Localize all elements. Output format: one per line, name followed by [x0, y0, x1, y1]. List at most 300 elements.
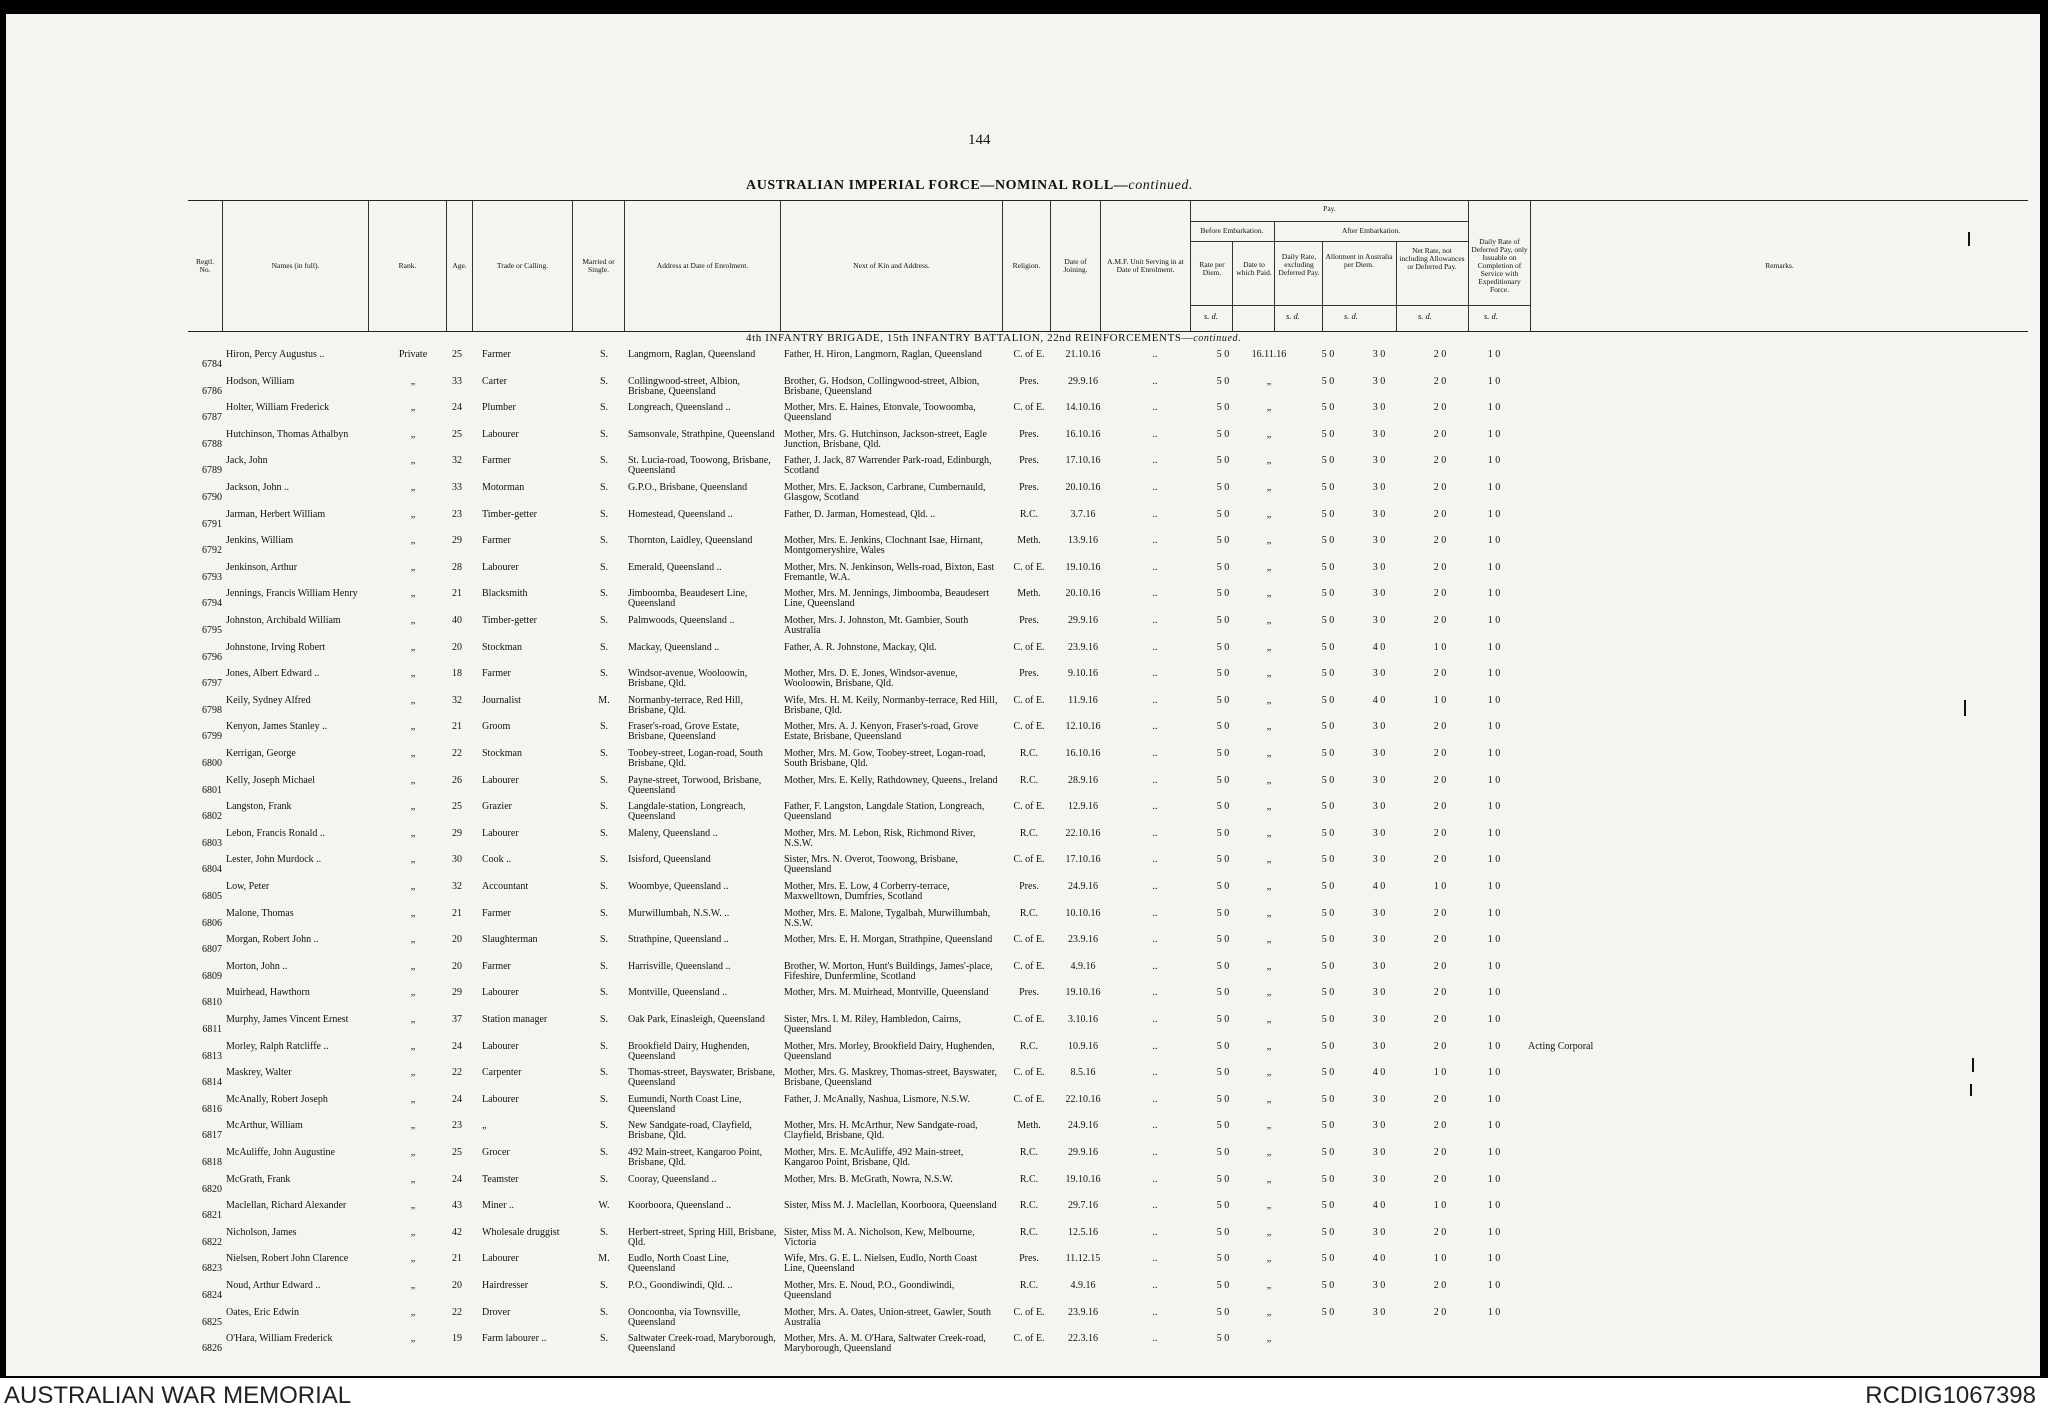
marital-status: S.	[599, 508, 609, 520]
date-of-joining: 29.9.16	[1068, 375, 1098, 387]
amf-unit: ..	[1152, 934, 1158, 946]
marital-status: S.	[599, 1040, 609, 1052]
regtl-no: 6822	[202, 1236, 222, 1248]
age: 22	[452, 748, 462, 759]
trade: Slaughterman	[482, 934, 538, 946]
deferred-pay: 1 0	[1487, 508, 1501, 520]
deferred-pay: 1 0	[1487, 907, 1501, 919]
date-of-joining: 12.9.16	[1068, 801, 1098, 813]
soldier-name: Lebon, Francis Ronald ..	[226, 827, 325, 839]
rate-before-embarkation: 5 0	[1216, 375, 1230, 387]
age: 21	[452, 1253, 462, 1265]
rank: „	[410, 907, 416, 919]
religion: R.C.	[1019, 907, 1039, 919]
allotment: 3 0	[1372, 482, 1386, 493]
next-of-kin: Father, A. R. Johnstone, Mackay, Qld.	[784, 641, 937, 653]
table-row	[6, 986, 2040, 1014]
trade: Labourer	[482, 774, 519, 786]
address: Emerald, Queensland ..	[628, 561, 722, 573]
daily-rate: 5 0	[1321, 428, 1335, 440]
rank: „	[410, 615, 416, 626]
address: Eumundi, North Coast Line, Queensland	[628, 1093, 742, 1115]
daily-rate: 5 0	[1321, 854, 1335, 866]
deferred-pay: 1 0	[1487, 960, 1501, 972]
address: Samsonvale, Strathpine, Queensland	[628, 428, 775, 440]
date-of-joining: 29.7.16	[1068, 1200, 1098, 1212]
allotment: 3 0	[1372, 1120, 1386, 1132]
rank: „	[410, 1067, 416, 1079]
allotment: 4 0	[1372, 881, 1386, 892]
date-of-joining: 28.9.16	[1068, 774, 1098, 786]
date-of-joining: 4.9.16	[1070, 960, 1096, 972]
amf-unit: ..	[1152, 588, 1158, 600]
net-rate: 2 0	[1433, 561, 1447, 573]
trade: Drover	[482, 1306, 511, 1318]
age: 37	[452, 1014, 462, 1025]
regtl-no: 6825	[202, 1316, 222, 1328]
age: 42	[452, 1226, 462, 1238]
age: 20	[452, 934, 462, 946]
regtl-no: 6809	[202, 970, 222, 982]
trade: Stockman	[482, 748, 522, 759]
header-date-joining: Date of Joining.	[1050, 201, 1100, 331]
rank: „	[410, 748, 416, 759]
allotment: 3 0	[1372, 934, 1386, 946]
allotment: 3 0	[1372, 748, 1386, 759]
rate-before-embarkation: 5 0	[1216, 881, 1230, 892]
age: 20	[452, 960, 462, 972]
date-paid: „	[1266, 801, 1272, 813]
address: Jimboomba, Beaudesert Line, Queensland	[628, 588, 748, 610]
daily-rate: 5 0	[1321, 801, 1335, 813]
religion: R.C.	[1019, 774, 1039, 786]
allotment: 3 0	[1372, 1147, 1386, 1158]
next-of-kin: Mother, Mrs. J. Johnston, Mt. Gambier, South Australia	[784, 615, 969, 636]
address: Cooray, Queensland ..	[628, 1173, 717, 1185]
allotment: 4 0	[1372, 1067, 1386, 1079]
marital-status: S.	[599, 827, 609, 839]
amf-unit: ..	[1152, 774, 1158, 786]
next-of-kin: Mother, Mrs. E. H. Morgan, Strathpine, Queensland	[784, 934, 993, 946]
date-of-joining: 21.10.16	[1065, 349, 1101, 360]
allotment: 3 0	[1372, 801, 1386, 813]
net-rate: 2 0	[1433, 402, 1447, 414]
soldier-name: Langston, Frank	[226, 801, 292, 813]
net-rate: 2 0	[1433, 1014, 1447, 1025]
date-of-joining: 10.9.16	[1068, 1040, 1098, 1052]
deferred-pay: 1 0	[1487, 1067, 1501, 1079]
next-of-kin: Father, J. Jack, 87 Warrender Park-road, Edinburgh, Scotland	[784, 455, 992, 477]
table-row	[6, 1306, 2040, 1334]
next-of-kin: Mother, Mrs. M. Gow, Toobey-street, Logan-road, South Brisbane, Qld.	[784, 748, 986, 769]
regtl-no: 6803	[202, 837, 222, 849]
rank: „	[410, 1173, 416, 1185]
regtl-no: 6818	[202, 1157, 222, 1168]
religion: R.C.	[1019, 1200, 1039, 1212]
religion: C. of E.	[1013, 402, 1045, 414]
rate-before-embarkation: 5 0	[1216, 588, 1230, 600]
religion: Meth.	[1017, 588, 1041, 600]
table-row	[6, 667, 2040, 695]
trade: Farmer	[482, 960, 511, 972]
amf-unit: ..	[1152, 960, 1158, 972]
date-paid: „	[1266, 907, 1272, 919]
margin-mark	[1970, 1084, 1972, 1096]
date-of-joining: 11.12.15	[1065, 1253, 1101, 1265]
rank: „	[410, 721, 416, 733]
date-paid: „	[1266, 1014, 1272, 1025]
address: Windsor-avenue, Wooloowin, Brisbane, Qld.	[628, 668, 748, 690]
address: Brookfield Dairy, Hughenden, Queensland	[628, 1040, 750, 1062]
soldier-name: Oates, Eric Edwin	[226, 1306, 300, 1318]
date-paid: „	[1266, 1120, 1272, 1132]
daily-rate: 5 0	[1321, 1280, 1335, 1291]
net-rate: 2 0	[1433, 827, 1447, 839]
trade: Farmer	[482, 668, 511, 680]
daily-rate: 5 0	[1321, 987, 1335, 999]
address: Langdale-station, Longreach, Queensland	[628, 801, 746, 823]
rate-before-embarkation: 5 0	[1216, 535, 1230, 547]
regtl-no: 6823	[202, 1263, 222, 1275]
marital-status: S.	[599, 907, 609, 919]
allotment: 4 0	[1372, 1253, 1386, 1265]
address: Murwillumbah, N.S.W. ..	[628, 907, 730, 919]
title-text: AUSTRALIAN IMPERIAL FORCE—NOMINAL ROLL—	[746, 178, 1129, 193]
deferred-pay: 1 0	[1487, 854, 1501, 866]
rank: Private	[398, 349, 428, 360]
soldier-name: Kerrigan, George	[226, 748, 296, 759]
next-of-kin: Mother, Mrs. E. Kelly, Rathdowney, Queens., Ireland	[784, 774, 998, 786]
next-of-kin: Mother, Mrs. A. J. Kenyon, Fraser's-road, Grove Estate, Brisbane, Queensland	[784, 721, 979, 743]
next-of-kin: Sister, Miss M. A. Nicholson, Kew, Melbourne, Victoria	[784, 1226, 975, 1248]
amf-unit: ..	[1152, 482, 1158, 493]
net-rate: 2 0	[1433, 801, 1447, 813]
marital-status: S.	[599, 349, 609, 360]
marital-status: M.	[598, 1253, 610, 1265]
header-regtl-no: Regtl. No.	[195, 257, 215, 274]
daily-rate: 5 0	[1321, 668, 1335, 680]
rate-before-embarkation: 5 0	[1216, 668, 1230, 680]
religion: Meth.	[1017, 1120, 1041, 1132]
date-paid: „	[1266, 748, 1272, 759]
trade: Labourer	[482, 987, 519, 999]
religion: C. of E.	[1013, 1014, 1045, 1025]
allotment: 3 0	[1372, 615, 1386, 626]
next-of-kin: Mother, Mrs. E. McAuliffe, 492 Main-street, Kangaroo Point, Brisbane, Qld.	[784, 1147, 964, 1168]
age: 29	[452, 535, 462, 547]
rank: „	[410, 774, 416, 786]
header-names: Names (in full).	[222, 201, 368, 331]
allotment: 4 0	[1372, 641, 1386, 653]
next-of-kin: Mother, Mrs. D. E. Jones, Windsor-avenue, Wooloowin, Brisbane, Qld.	[784, 668, 958, 690]
allotment: 3 0	[1372, 535, 1386, 547]
date-of-joining: 24.9.16	[1068, 881, 1098, 892]
net-rate: 2 0	[1433, 482, 1447, 493]
soldier-name: Jennings, Francis William Henry	[226, 588, 358, 600]
regtl-no: 6784	[202, 359, 222, 370]
regtl-no: 6824	[202, 1290, 222, 1301]
rank: „	[410, 1200, 416, 1212]
date-paid: „	[1266, 1040, 1272, 1052]
deferred-pay: 1 0	[1487, 1040, 1501, 1052]
marital-status: S.	[599, 1014, 609, 1025]
trade: Labourer	[482, 1253, 519, 1265]
date-of-joining: 12.5.16	[1068, 1226, 1098, 1238]
daily-rate: 5 0	[1321, 508, 1335, 520]
regtl-no: 6820	[202, 1183, 222, 1195]
allotment: 3 0	[1372, 1280, 1386, 1291]
rate-before-embarkation: 5 0	[1216, 561, 1230, 573]
next-of-kin: Mother, Mrs. A. Oates, Union-street, Gawler, South Australia	[784, 1306, 991, 1328]
net-rate: 1 0	[1433, 694, 1447, 706]
daily-rate: 5 0	[1321, 1040, 1335, 1052]
deferred-pay: 1 0	[1487, 801, 1501, 813]
next-of-kin: Sister, Mrs. N. Overot, Toowong, Brisbane, Queensland	[784, 854, 958, 876]
date-paid: „	[1266, 561, 1272, 573]
date-of-joining: 11.9.16	[1068, 694, 1098, 706]
religion: C. of E.	[1013, 1306, 1045, 1318]
trade: Labourer	[482, 428, 519, 440]
regtl-no: 6786	[202, 385, 222, 397]
header-next-of-kin: Next of Kin and Address.	[780, 201, 1002, 331]
deferred-pay: 1 0	[1487, 694, 1501, 706]
marital-status: S.	[599, 375, 609, 387]
trade: Grocer	[482, 1147, 510, 1158]
regtl-no: 6792	[202, 545, 222, 557]
next-of-kin: Mother, Mrs. E. Malone, Tygalbah, Murwillumbah, N.S.W.	[784, 907, 991, 929]
deferred-pay: 1 0	[1487, 535, 1501, 547]
amf-unit: ..	[1152, 402, 1158, 414]
religion: C. of E.	[1013, 960, 1045, 972]
age: 22	[452, 1067, 462, 1079]
age: 33	[452, 375, 462, 387]
deferred-pay: 1 0	[1487, 482, 1501, 493]
soldier-name: Johnston, Archibald William	[226, 615, 341, 626]
marital-status: S.	[599, 535, 609, 547]
header-rank: Rank.	[368, 201, 446, 331]
marital-status: S.	[599, 854, 609, 866]
date-paid: „	[1266, 987, 1272, 999]
rank: „	[410, 428, 416, 440]
address: Payne-street, Torwood, Brisbane, Queensland	[628, 774, 762, 796]
marital-status: S.	[599, 1147, 609, 1158]
amf-unit: ..	[1152, 881, 1158, 892]
regtl-no: 6821	[202, 1210, 222, 1222]
deferred-pay: 1 0	[1487, 455, 1501, 467]
religion: C. of E.	[1013, 854, 1045, 866]
daily-rate: 5 0	[1321, 1173, 1335, 1185]
soldier-name: McAuliffe, John Augustine	[226, 1147, 335, 1158]
age: 30	[452, 854, 462, 866]
trade: Motorman	[482, 482, 525, 493]
date-of-joining: 10.10.16	[1065, 907, 1101, 919]
net-rate: 2 0	[1433, 1040, 1447, 1052]
religion: C. of E.	[1013, 694, 1045, 706]
soldier-name: Maclellan, Richard Alexander	[226, 1200, 347, 1212]
age: 33	[452, 482, 462, 493]
age: 28	[452, 561, 462, 573]
header-address: Address at Date of Enrolment.	[624, 201, 780, 331]
marital-status: S.	[599, 482, 609, 493]
rate-before-embarkation: 5 0	[1216, 508, 1230, 520]
rank: „	[410, 934, 416, 946]
net-rate: 2 0	[1433, 375, 1447, 387]
rank: „	[410, 827, 416, 839]
allotment: 3 0	[1372, 1093, 1386, 1105]
date-of-joining: 9.10.16	[1068, 668, 1098, 680]
allotment: 3 0	[1372, 428, 1386, 440]
table-row	[6, 880, 2040, 908]
trade: Labourer	[482, 561, 519, 573]
daily-rate: 5 0	[1321, 1147, 1335, 1158]
net-rate: 2 0	[1433, 1173, 1447, 1185]
regtl-no: 6810	[202, 997, 222, 1009]
table-row	[6, 534, 2040, 562]
deferred-pay: 1 0	[1487, 1253, 1501, 1265]
marital-status: S.	[599, 1333, 609, 1345]
header-pay: Pay.	[1190, 201, 1468, 331]
table-row	[6, 1226, 2040, 1254]
soldier-name: Kelly, Joseph Michael	[226, 774, 316, 786]
date-paid: „	[1266, 774, 1272, 786]
allotment: 3 0	[1372, 588, 1386, 600]
regtl-no: 6800	[202, 758, 222, 769]
trade: Labourer	[482, 1093, 519, 1105]
table-row	[6, 508, 2040, 536]
next-of-kin: Father, J. McAnally, Nashua, Lismore, N.S.W.	[784, 1093, 971, 1105]
date-paid: „	[1266, 615, 1272, 626]
rate-before-embarkation: 5 0	[1216, 1120, 1230, 1132]
regtl-no: 6816	[202, 1103, 222, 1115]
daily-rate: 5 0	[1321, 774, 1335, 786]
address: Ooncoonba, via Townsville, Queensland	[628, 1306, 741, 1328]
date-of-joining: 22.10.16	[1065, 827, 1101, 839]
rate-before-embarkation: 5 0	[1216, 482, 1230, 493]
next-of-kin: Mother, Mrs. A. M. O'Hara, Saltwater Creek-road, Maryborough, Queensland	[784, 1333, 986, 1355]
header-allotment: Allotment in Australia per Diem.	[1325, 252, 1393, 269]
regtl-no: 6811	[202, 1024, 222, 1035]
amf-unit: ..	[1152, 801, 1158, 813]
deferred-pay: 1 0	[1487, 1280, 1501, 1291]
date-paid: „	[1266, 1147, 1272, 1158]
date-of-joining: 19.10.16	[1065, 561, 1101, 573]
regtl-no: 6807	[202, 944, 222, 956]
net-rate: 2 0	[1433, 615, 1447, 626]
rank: „	[410, 1226, 416, 1238]
religion: Pres.	[1019, 455, 1039, 467]
date-of-joining: 22.3.16	[1068, 1333, 1098, 1345]
address: Strathpine, Queensland ..	[628, 934, 729, 946]
header-trade: Trade or Calling.	[472, 201, 572, 331]
deferred-pay: 1 0	[1487, 1147, 1501, 1158]
age: 20	[452, 1280, 462, 1291]
date-of-joining: 8.5.16	[1070, 1067, 1096, 1079]
soldier-name: Jackson, John ..	[226, 482, 290, 493]
allotment: 3 0	[1372, 854, 1386, 866]
age: 21	[452, 721, 462, 733]
net-rate: 2 0	[1433, 588, 1447, 600]
next-of-kin: Mother, Mrs. G. Maskrey, Thomas-street, Bayswater, Brisbane, Queensland	[784, 1067, 998, 1089]
allotment: 3 0	[1372, 987, 1386, 999]
rank: „	[410, 960, 416, 972]
regtl-no: 6817	[202, 1130, 222, 1142]
deferred-pay: 1 0	[1487, 615, 1501, 626]
address: Thornton, Laidley, Queensland	[628, 535, 753, 547]
net-rate: 2 0	[1433, 535, 1447, 547]
deferred-pay: 1 0	[1487, 827, 1501, 839]
age: 40	[452, 615, 462, 626]
trade: Blacksmith	[482, 588, 528, 600]
daily-rate: 5 0	[1321, 1253, 1335, 1265]
deferred-pay: 1 0	[1487, 1014, 1501, 1025]
address: Montville, Queensland ..	[628, 987, 728, 999]
marital-status: S.	[599, 987, 609, 999]
header-before-embarkation: Before Embarkation.	[1200, 226, 1264, 235]
rate-before-embarkation: 5 0	[1216, 748, 1230, 759]
section-heading-text: 4th INFANTRY BRIGADE, 15th INFANTRY BATTALION, 22nd REINFORCEMENTS—	[746, 332, 1194, 344]
rate-before-embarkation: 5 0	[1216, 907, 1230, 919]
marital-status: S.	[599, 774, 609, 786]
date-paid: „	[1266, 827, 1272, 839]
daily-rate: 5 0	[1321, 1067, 1335, 1079]
document-page	[6, 14, 2040, 1376]
trade: Carpenter	[482, 1067, 522, 1079]
net-rate: 2 0	[1433, 934, 1447, 946]
address: Collingwood-street, Albion, Brisbane, Queensland	[628, 375, 740, 397]
rank: „	[410, 1120, 416, 1132]
date-of-joining: 23.9.16	[1068, 641, 1098, 653]
table-row	[6, 348, 2040, 376]
religion: R.C.	[1019, 1226, 1039, 1238]
table-row	[6, 641, 2040, 669]
regtl-no: 6799	[202, 731, 222, 743]
religion: C. of E.	[1013, 721, 1045, 733]
address: Isisford, Queensland	[628, 854, 711, 866]
address: Homestead, Queensland ..	[628, 508, 733, 520]
soldier-name: Keily, Sydney Alfred	[226, 694, 311, 706]
age: 24	[452, 1173, 462, 1185]
marital-status: S.	[599, 1280, 609, 1291]
next-of-kin: Mother, Mrs. E. Jenkins, Clochnant Isae, Hirnant, Montgomeryshire, Wales	[784, 535, 984, 557]
date-of-joining: 3.10.16	[1068, 1014, 1098, 1025]
table-row	[6, 375, 2040, 403]
rate-before-embarkation: 5 0	[1216, 801, 1230, 813]
marital-status: W.	[598, 1200, 610, 1212]
table-row	[6, 1332, 2040, 1360]
date-paid: „	[1266, 508, 1272, 520]
soldier-name: Malone, Thomas	[226, 907, 294, 919]
date-of-joining: 3.7.16	[1070, 508, 1096, 520]
allotment: 3 0	[1372, 375, 1386, 387]
daily-rate: 5 0	[1321, 960, 1335, 972]
amf-unit: ..	[1152, 455, 1158, 467]
sd-label: s. d.	[1286, 311, 1300, 321]
footer-institution: AUSTRALIAN WAR MEMORIAL	[4, 1382, 352, 1409]
next-of-kin: Mother, Mrs. N. Jenkinson, Wells-road, Bixton, East Fremantle, W.A.	[784, 561, 995, 583]
next-of-kin: Brother, W. Morton, Hunt's Buildings, James'-place, Fifeshire, Dunfermline, Scotland	[784, 960, 993, 982]
amf-unit: ..	[1152, 375, 1158, 387]
rank: „	[410, 881, 416, 892]
date-paid: „	[1266, 1253, 1272, 1265]
address: P.O., Goondiwindi, Qld. ..	[628, 1280, 733, 1291]
amf-unit: ..	[1152, 987, 1158, 999]
regtl-no: 6793	[202, 571, 222, 583]
marital-status: S.	[599, 428, 609, 440]
date-of-joining: 22.10.16	[1065, 1093, 1101, 1105]
soldier-name: Jones, Albert Edward ..	[226, 668, 320, 680]
amf-unit: ..	[1152, 1014, 1158, 1025]
trade: Farmer	[482, 535, 511, 547]
